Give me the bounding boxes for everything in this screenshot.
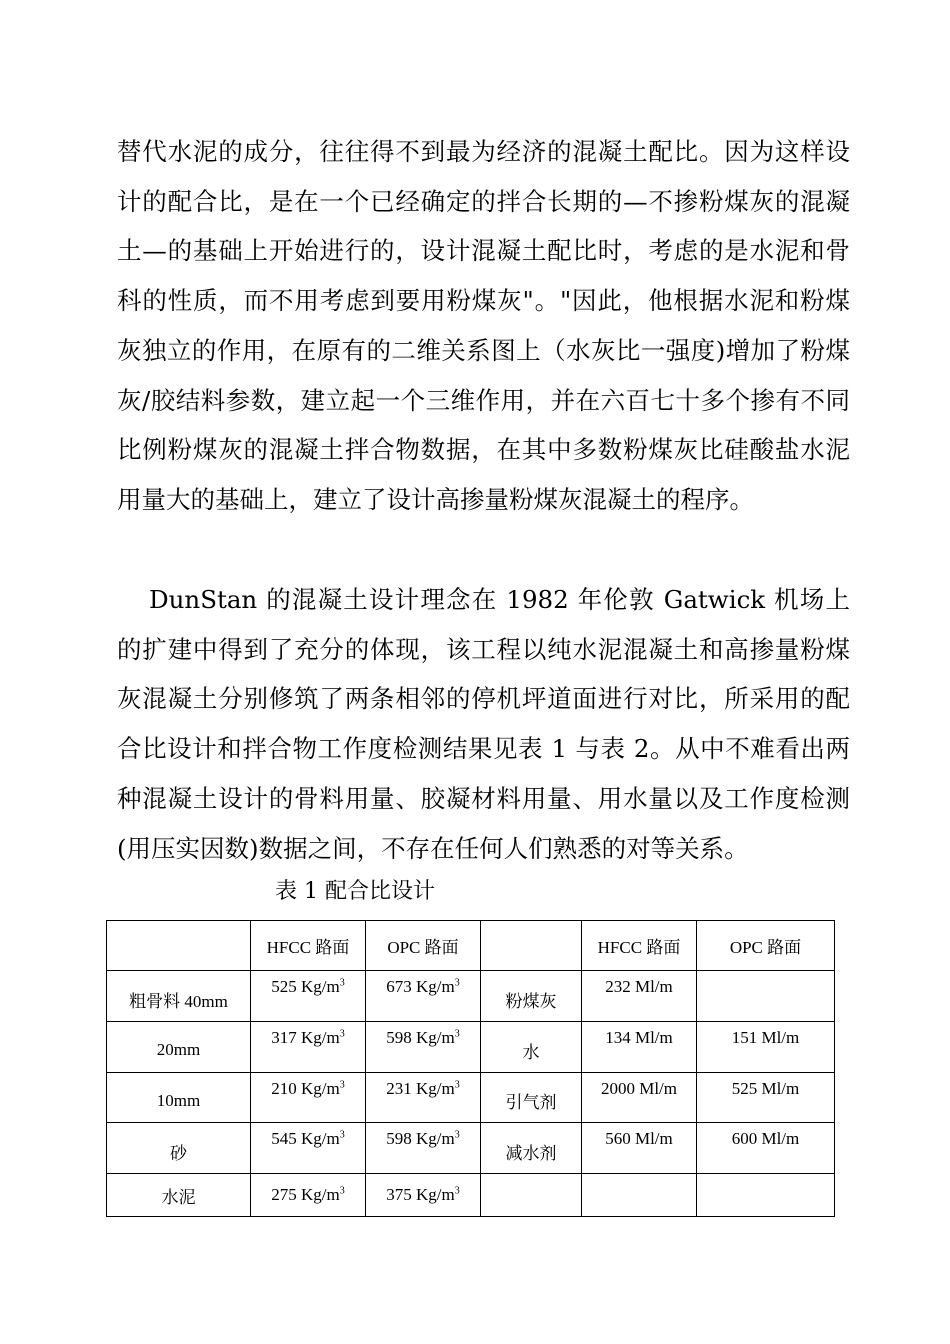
body-paragraph-1: 替代水泥的成分，往往得不到最为经济的混凝土配比。因为这样设计的配合比，是在一个已经确定的拌合长期的—不掺粉煤灰的混凝土—的基础上开始进行的，设计混凝土配比时，考虑的是水泥和骨科的性质，而不用考虑到要用粉煤灰"。"因此，他根据水泥和粉煤灰独立的作用，在原有的二维关系图上（水灰比一强度)增加了粉煤灰/胶结料参数，建立起一个三维作用，并在六百七十多个掺有不同比例粉煤灰的混凝土拌合物数据，在其中多数粉煤灰比硅酸盐水泥用量大的基础上，建立了设计高掺量粉煤灰混凝土的程序。 (117, 137, 850, 514)
hfcc-value (582, 1174, 697, 1217)
material-label: 减水剂 (481, 1123, 582, 1174)
table-row (107, 1022, 835, 1073)
header-cell-hfcc: HFCC 路面 (582, 921, 697, 971)
body-paragraph-2 (117, 575, 850, 873)
opc-value: 600 Ml/m (697, 1123, 835, 1174)
table-row (107, 1073, 835, 1123)
material-label: 引气剂 (481, 1073, 582, 1123)
hfcc-value: 545 $Kg/m^3$ (251, 1123, 366, 1174)
table-row (107, 1123, 835, 1174)
hfcc-value: 525 $Kg/m^3$ (251, 971, 366, 1022)
table-header-row (107, 921, 835, 971)
opc-value (697, 971, 835, 1022)
hfcc-value: 560 Ml/m (582, 1123, 697, 1174)
header-cell-opc: OPC 路面 (697, 921, 835, 971)
header-cell-empty (481, 921, 582, 971)
table-row (107, 971, 835, 1022)
hfcc-value: 134 Ml/m (582, 1022, 697, 1073)
hfcc-value: 232 Ml/m (582, 971, 697, 1022)
opc-value: 598 $Kg/m^3$ (366, 1022, 481, 1073)
opc-value (697, 1174, 835, 1217)
opc-value: 151 Ml/m (697, 1022, 835, 1073)
material-label: 粉煤灰 (481, 971, 582, 1022)
opc-value: 673 $Kg/m^3$ (366, 971, 481, 1022)
material-label: 水 (481, 1022, 582, 1073)
hfcc-value: 2000 Ml/m (582, 1073, 697, 1123)
hfcc-value: 317 $Kg/m^3$ (251, 1022, 366, 1073)
material-label: 砂 (107, 1123, 251, 1174)
paragraph-2-text: DunStan 的混凝土设计理念在 1982 年伦敦 Gatwick 机场上的扩建中得到了充分的体现，该工程以纯水泥混凝土和高掺量粉煤灰混凝土分别修筑了两条相邻的停机坪道面进行对比，所采用的配合比设计和拌合物工作度检测结果见表 1 与表 2。从中不难看出两种混凝土设计的骨料用量、胶凝材料用量、用水量以及工作度检测(用压实因数)数据之间，不存在任何人们熟悉的对等关系。 (117, 585, 850, 863)
mix-design-table (106, 920, 835, 1217)
opc-value: 375 $Kg/m^3$ (366, 1174, 481, 1217)
header-cell-empty (107, 921, 251, 971)
header-cell-hfcc: HFCC 路面 (251, 921, 366, 971)
opc-value: 598 $Kg/m^3$ (366, 1123, 481, 1174)
table-row (107, 1174, 835, 1217)
material-label: 粗骨料 40mm (107, 971, 251, 1022)
hfcc-value: 275 $Kg/m^3$ (251, 1174, 366, 1217)
table-caption: 表 1 配合比设计 (275, 879, 435, 904)
material-label: 10mm (107, 1073, 251, 1123)
material-label: 水泥 (107, 1174, 251, 1217)
material-label: 20mm (107, 1022, 251, 1073)
opc-value: 525 Ml/m (697, 1073, 835, 1123)
hfcc-value: 210 $Kg/m^3$ (251, 1073, 366, 1123)
opc-value: 231 $Kg/m^3$ (366, 1073, 481, 1123)
material-label (481, 1174, 582, 1217)
header-cell-opc: OPC 路面 (366, 921, 481, 971)
